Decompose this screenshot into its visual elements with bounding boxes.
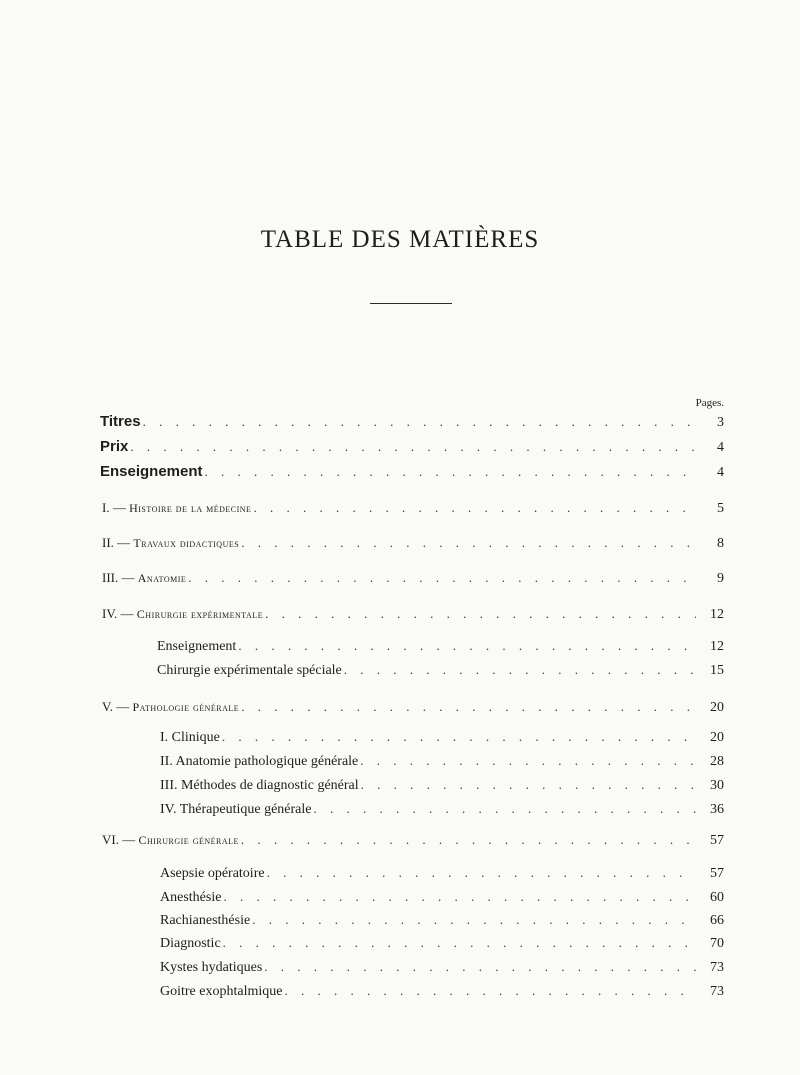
subentry-label: Goitre exophtalmique [160, 984, 283, 999]
section-label: Histoire de la médecine [129, 501, 252, 515]
leader-dots [344, 662, 696, 678]
subentry-page: 30 [710, 778, 724, 793]
leader-dots [267, 865, 696, 881]
toc-entry-label: Titres [100, 413, 141, 430]
section-label: Anatomie [137, 571, 187, 585]
subentry-page: 60 [710, 890, 724, 905]
leader-dots [222, 729, 696, 745]
leader-dots [143, 414, 696, 430]
leader-dots [241, 832, 696, 848]
toc-entry-page: 3 [717, 415, 724, 430]
section-page: 12 [710, 607, 724, 622]
toc-subentry [160, 753, 724, 775]
leader-dots [265, 606, 696, 622]
toc-entry-page: 4 [717, 440, 724, 455]
section-label: Chirurgie expérimentale [136, 607, 264, 621]
section-page: 20 [710, 700, 724, 715]
leader-dots [253, 500, 696, 516]
toc-section [102, 570, 724, 592]
section-numeral: II. — [102, 535, 131, 550]
toc-entry-label: Prix [100, 438, 129, 455]
subentry-page: 36 [710, 802, 724, 817]
section-page: 8 [717, 536, 724, 551]
leader-dots [241, 535, 696, 551]
subentry-label: IV. Thérapeutique générale [160, 802, 312, 817]
toc-subentry [160, 801, 724, 823]
section-label: Pathologie générale [132, 700, 240, 714]
leader-dots [361, 777, 696, 793]
toc-subentry [160, 935, 724, 957]
toc-section [102, 832, 724, 854]
leader-dots [241, 699, 696, 715]
section-numeral: IV. — [102, 606, 134, 621]
section-numeral: III. — [102, 570, 135, 585]
subentry-page: 20 [710, 730, 724, 745]
section-numeral: VI. — [102, 832, 136, 847]
section-page: 57 [710, 833, 724, 848]
toc-entry [100, 463, 724, 485]
leader-dots [188, 570, 696, 586]
leader-dots [252, 912, 696, 928]
subentry-label: Diagnostic [160, 936, 221, 951]
leader-dots [284, 983, 696, 999]
section-page: 5 [717, 501, 724, 516]
toc-section [102, 699, 724, 721]
subentry-page: 57 [710, 866, 724, 881]
leader-dots [130, 439, 696, 455]
subentry-label: II. Anatomie pathologique générale [160, 754, 359, 769]
toc-subentry [160, 729, 724, 751]
subentry-page: 12 [710, 639, 724, 654]
section-numeral: I. — [102, 500, 126, 515]
leader-dots [313, 801, 696, 817]
subentry-label: Enseignement [157, 639, 237, 654]
subentry-label: I. Clinique [160, 730, 220, 745]
subentry-page: 73 [710, 984, 724, 999]
subentry-page: 28 [710, 754, 724, 769]
subentry-label: Asepsie opératoire [160, 866, 265, 881]
toc-entry-page: 4 [717, 465, 724, 480]
leader-dots [223, 889, 696, 905]
page-title: TABLE DES MATIÈRES [260, 226, 540, 253]
toc-subentry [160, 912, 724, 934]
leader-dots [264, 959, 696, 975]
subentry-page: 73 [710, 960, 724, 975]
subentry-label: Rachianesthésie [160, 913, 251, 928]
toc-section [102, 535, 724, 557]
leader-dots [205, 464, 696, 480]
toc-subentry [160, 777, 724, 799]
subentry-label: Anesthésie [160, 890, 222, 905]
section-label: Travaux didactiques [133, 536, 240, 550]
toc-section [102, 606, 724, 628]
subentry-label: III. Méthodes de diagnostic général [160, 778, 359, 793]
subentry-label: Chirurgie expérimentale spéciale [157, 663, 342, 678]
section-page: 9 [717, 571, 724, 586]
toc-entry [100, 438, 724, 460]
subentry-page: 70 [710, 936, 724, 951]
toc-subentry [160, 959, 724, 981]
section-label: Chirurgie générale [138, 833, 239, 847]
toc-entry [100, 413, 724, 435]
toc-section [102, 500, 724, 522]
toc-subentry [160, 865, 724, 887]
leader-dots [360, 753, 696, 769]
subentry-label: Kystes hydatiques [160, 960, 263, 975]
title-divider [370, 303, 452, 304]
subentry-page: 15 [710, 663, 724, 678]
leader-dots [223, 935, 696, 951]
pages-column-header: Pages. [695, 397, 724, 409]
toc-entry-label: Enseignement [100, 463, 203, 480]
section-numeral: V. — [102, 699, 130, 714]
toc-subentry [160, 889, 724, 911]
toc-subentry [157, 662, 724, 684]
toc-subentry [160, 983, 724, 1005]
toc-subentry [157, 638, 724, 660]
leader-dots [238, 638, 696, 654]
subentry-page: 66 [710, 913, 724, 928]
